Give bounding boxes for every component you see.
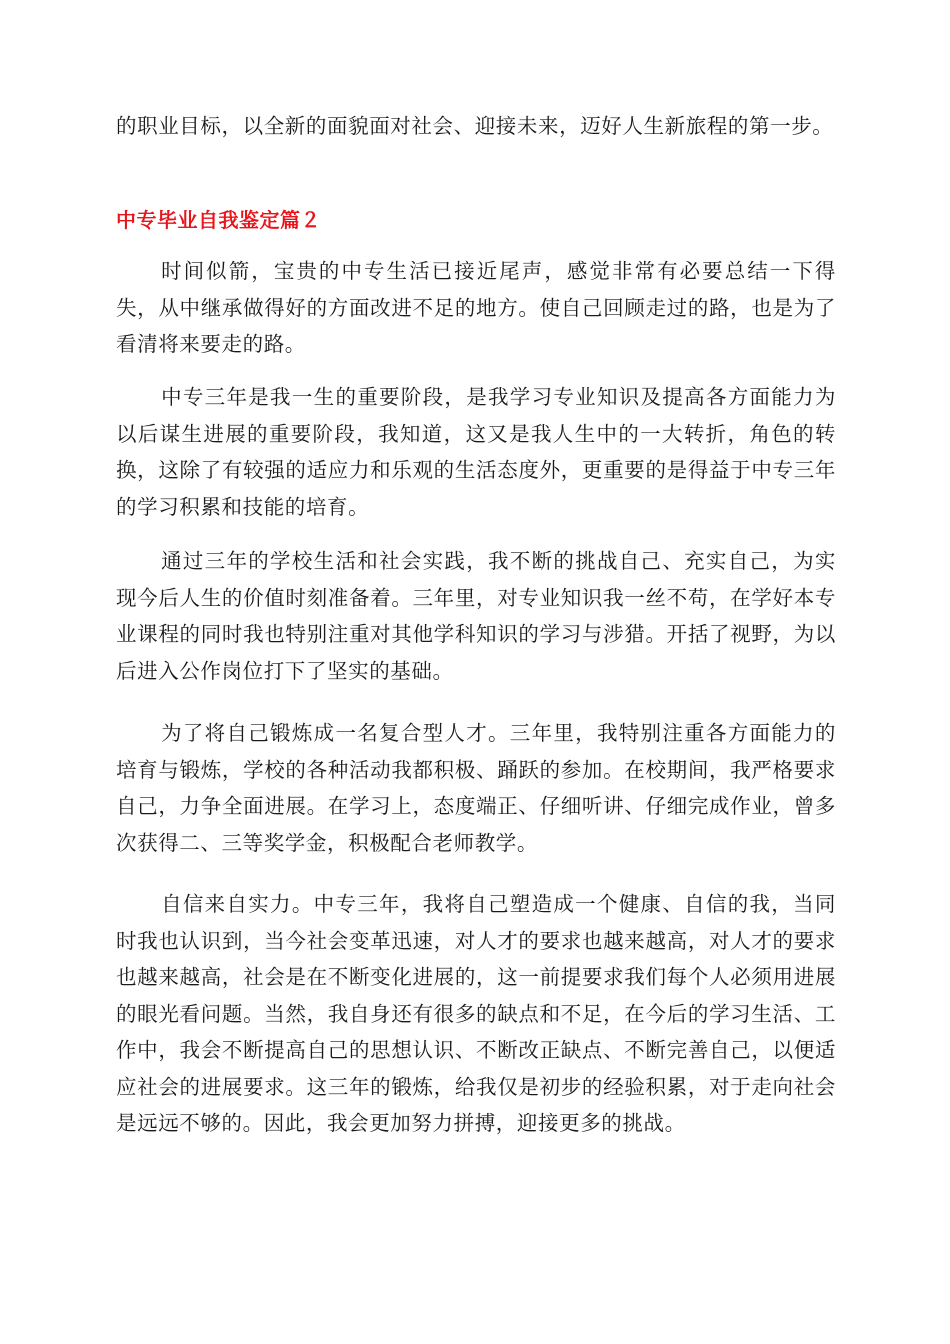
paragraph-5: 自信来自实力。中专三年，我将自己塑造成一个健康、自信的我，当同时我也认识到，当今社会变革迅速，对人才的要求也越来越高，对人才的要求也越来越高，社会是在不断变化进展的，这一前提要求我们每个人必须用进展的眼光看问题。当然，我自身还有很多的缺点和不足，在今后的学习生活、工作中，我会不断提高自己的思想认识、不断改正缺点、不断完善自己，以便适应社会的进展要求。这三年的锻炼，给我仅是初步的经验积累，对于走向社会是远远不够的。因此，我会更加努力拼搏，迎接更多的挑战。 — [116, 892, 836, 1135]
paragraph-4: 为了将自己锻炼成一名复合型人才。三年里，我特别注重各方面能力的培育与锻炼，学校的各种活动我都积极、踊跃的参加。在校期间，我严格要求自己，力争全面进展。在学习上，态度端正、仔细听讲、仔细完成作业，曾多次获得二、三等奖学金，积极配合老师教学。 — [116, 721, 836, 855]
intro-paragraph: 的职业目标，以全新的面貌面对社会、迎接未来，迈好人生新旅程的第一步。 — [116, 114, 834, 138]
paragraph-2: 中专三年是我一生的重要阶段，是我学习专业知识及提高各方面能力为以后谋生进展的重要阶段，我知道，这又是我人生中的一大转折，角色的转换，这除了有较强的适应力和乐观的生活态度外，更重要的是得益于中专三年的学习积累和技能的培育。 — [116, 385, 836, 519]
paragraph-1: 时间似箭，宝贵的中专生活已接近尾声，感觉非常有必要总结一下得失，从中继承做得好的方面改进不足的地方。使自己回顾走过的路，也是为了看清将来要走的路。 — [116, 259, 836, 356]
section-heading: 中专毕业自我鉴定篇２ — [116, 208, 321, 232]
paragraph-3: 通过三年的学校生活和社会实践，我不断的挑战自己、充实自己，为实现今后人生的价值时刻准备着。三年里，对专业知识我一丝不苟，在学好本专业课程的同时我也特别注重对其他学科知识的学习与涉猎。开括了视野，为以后进入公作岗位打下了坚实的基础。 — [116, 549, 836, 683]
